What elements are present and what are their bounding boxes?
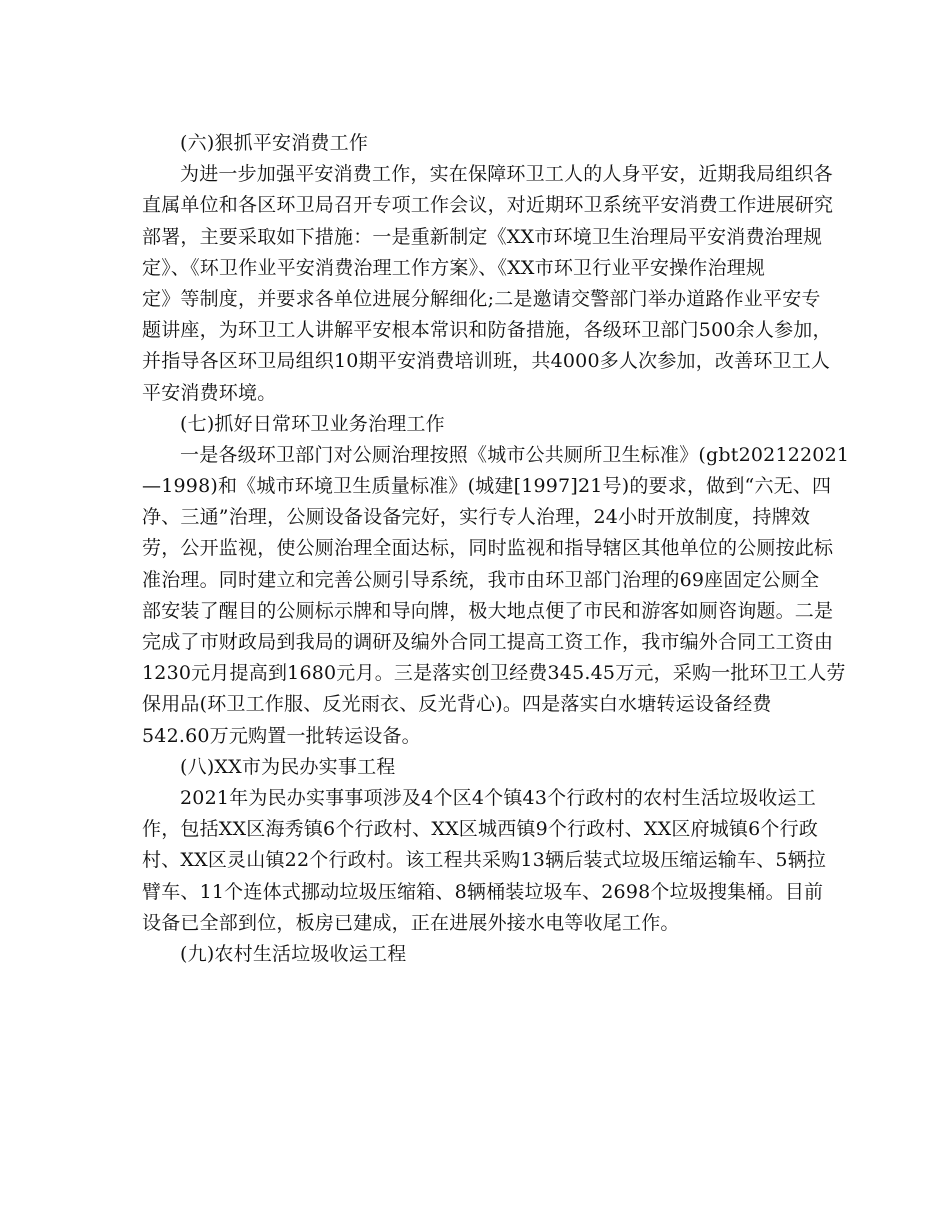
- paragraph-line: 保用品(环卫工作服、反光雨衣、反光背心)。四是落实白水塘转运设备经费: [142, 693, 772, 716]
- paragraph-line: 定》、《环卫作业平安消费治理工作方案》、《XX市环卫行业平安操作治理规: [142, 256, 766, 279]
- document-page: [142, 128, 850, 970]
- paragraph-line: 臂车、11个连体式挪动垃圾压缩箱、8辆桶装垃圾车、2698个垃圾搜集桶。目前: [142, 880, 824, 903]
- paragraph-line: 村、XX区灵山镇22个行政村。该工程共采购13辆后装式垃圾压缩运输车、5辆拉: [142, 849, 827, 872]
- paragraph-line: 设备已全部到位，板房已建成，正在进展外接水电等收尾工作。: [142, 911, 680, 934]
- paragraph-line: —1998)和《城市环境卫生质量标准》(城建[1997]21号)的要求，做到“六无、四: [142, 475, 832, 498]
- paragraph-line: 直属单位和各区环卫局召开专项工作会议，对近期环卫系统平安消费工作进展研究: [142, 194, 834, 217]
- paragraph-line: 完成了市财政局到我局的调研及编外合同工提高工资工作，我市编外合同工工资由: [142, 631, 834, 653]
- paragraph-start-line: (六)狠抓平安消费工作: [180, 132, 369, 154]
- paragraph-line: 1230元月提高到1680元月。三是落实创卫经费345.45万元，采购一批环卫工人劳: [142, 662, 846, 685]
- paragraph-line: 部安装了醒目的公厕标示牌和导向牌，极大地点便了市民和游客如厕咨询题。二是: [142, 599, 834, 622]
- paragraph-start-line: 为进一步加强平安消费工作，实在保障环卫工人的人身平安，近期我局组织各: [180, 163, 833, 186]
- paragraph-start-line: (七)抓好日常环卫业务治理工作: [180, 412, 445, 435]
- paragraph-line: 542.60万元购置一批转运设备。: [142, 724, 421, 747]
- paragraph-line: 题讲座，为环卫工人讲解平安根本常识和防备措施，各级环卫部门500余人参加，: [142, 319, 832, 342]
- paragraph-line: 定》等制度，并要求各单位进展分解细化;二是邀请交警部门举办道路作业平安专: [142, 287, 821, 310]
- paragraph-start-line: (八)XX市为民办实事工程: [180, 755, 396, 778]
- paragraph-line: 准治理。同时建立和完善公厕引导系统，我市由环卫部门治理的69座固定公厕全: [142, 568, 820, 591]
- paragraph-line: 平安消费环境。: [142, 381, 277, 404]
- paragraph-line: 并指导各区环卫局组织10期平安消费培训班，共4000多人次参加，改善环卫工人: [142, 350, 831, 373]
- paragraph-line: 劳，公开监视，使公厕治理全面达标，同时监视和指导辖区其他单位的公厕按此标: [142, 537, 834, 560]
- paragraph-start-line: 2021年为民办实事事项涉及4个区4个镇43个行政村的农村生活垃圾收运工: [180, 786, 816, 809]
- paragraph-line: 作，包括XX区海秀镇6个行政村、XX区城西镇9个行政村、XX区府城镇6个行政: [142, 818, 819, 841]
- paragraph-start-line: (九)农村生活垃圾收运工程: [180, 942, 407, 965]
- paragraph-line: 部署，主要采取如下措施：一是重新制定《XX市环境卫生治理局平安消费治理规: [142, 225, 823, 248]
- paragraph-start-line: 一是各级环卫部门对公厕治理按照《城市公共厕所卫生标准》(gbt202122021: [180, 443, 850, 466]
- paragraph-line: 净、三通”治理，公厕设备设备完好，实行专人治理，24小时开放制度，持牌效: [142, 506, 811, 529]
